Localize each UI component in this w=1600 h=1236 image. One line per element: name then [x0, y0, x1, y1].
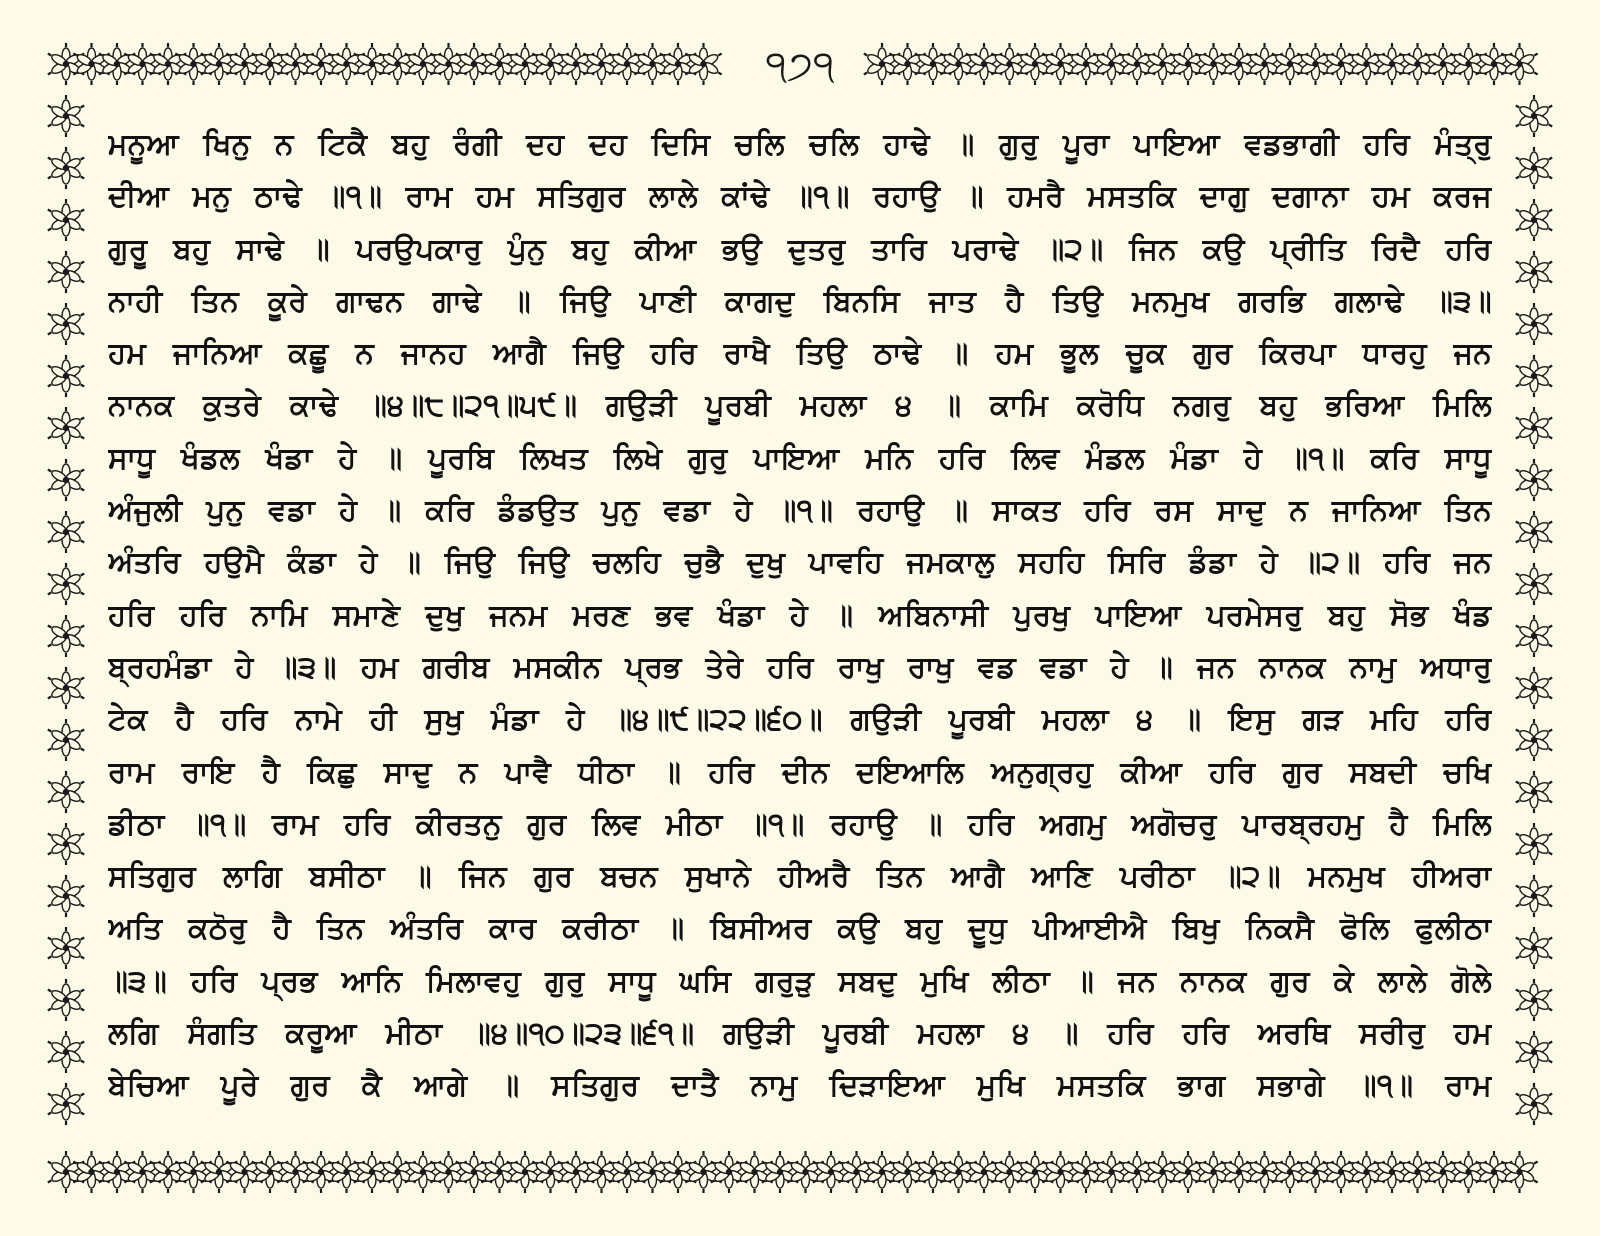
text-line: ॥੩॥ ਹਰਿ ਪ੍ਰਭ ਆਨਿ ਮਿਲਾਵਹੁ ਗੁਰੁ ਸਾਧੂ ਘਸਿ ਗਰੁੜੁ ਸਬਦੁ ਮੁਖਿ ਲੀਠਾ ॥ ਜਨ ਨਾਨਕ ਗੁਰ ਕੇ ਲਾਲੇ ਗੋਲੇ [108, 963, 1492, 998]
text-line: ਹਰਿ ਹਰਿ ਨਾਮਿ ਸਮਾਣੇ ਦੁਖੁ ਜਨਮ ਮਰਣ ਭਵ ਖੰਡਾ ਹੇ ॥ ਅਬਿਨਾਸੀ ਪੁਰਖੁ ਪਾਇਆ ਪਰਮੇਸਰੁ ਬਹੁ ਸੋਭ ਖੰਡ [108, 597, 1492, 632]
text-line: ਅੰਤਰਿ ਹਉਮੈ ਕੰਡਾ ਹੇ ॥ ਜਿਉ ਜਿਉ ਚਲਹਿ ਚੁਭੈ ਦੁਖੁ ਪਾਵਹਿ ਜਮਕਾਲੁ ਸਹਹਿ ਸਿਰਿ ਡੰਡਾ ਹੇ ॥੨॥ ਹਰਿ ਜਨ [108, 545, 1492, 580]
text-line: ਬ੍ਰਹਮੰਡਾ ਹੇ ॥੩॥ ਹਮ ਗਰੀਬ ਮਸਕੀਨ ਪ੍ਰਭ ਤੇਰੇ ਹਰਿ ਰਾਖੁ ਰਾਖੁ ਵਡ ਵਡਾ ਹੇ ॥ ਜਨ ਨਾਨਕ ਨਾਮੁ ਅਧਾਰੁ [108, 649, 1492, 684]
text-line: ਡੀਠਾ ॥੧॥ ਰਾਮ ਹਰਿ ਕੀਰਤਨੁ ਗੁਰ ਲਿਵ ਮੀਠਾ ॥੧॥ ਰਹਾਉ ॥ ਹਰਿ ਅਗਮੁ ਅਗੋਚਰੁ ਪਾਰਬ੍ਰਹਮੁ ਹੈ ਮਿਲਿ [108, 806, 1492, 841]
page-number: ੧੭੧ [740, 36, 860, 96]
text-line: ਲਗਿ ਸੰਗਤਿ ਕਰੂਆ ਮੀਠਾ ॥੪॥੧੦॥੨੩॥੬੧॥ ਗਉੜੀ ਪੂਰਬੀ ਮਹਲਾ ੪ ॥ ਹਰਿ ਹਰਿ ਅਰਥਿ ਸਰੀਰੁ ਹਮ [108, 1016, 1492, 1051]
text-line: ਹਮ ਜਾਨਿਆ ਕਛੂ ਨ ਜਾਨਹ ਆਗੈ ਜਿਉ ਹਰਿ ਰਾਖੈ ਤਿਉ ਠਾਢੇ ॥ ਹਮ ਭੂਲ ਚੂਕ ਗੁਰ ਕਿਰਪਾ ਧਾਰਹੁ ਜਨ [108, 336, 1492, 371]
text-line: ਰਾਮ ਰਾਇ ਹੈ ਕਿਛੁ ਸਾਦੁ ਨ ਪਾਵੈ ਧੀਠਾ ॥ ਹਰਿ ਦੀਨ ਦਇਆਲਿ ਅਨੁਗ੍ਰਹੁ ਕੀਆ ਹਰਿ ਗੁਰ ਸਬਦੀ ਚਖਿ [108, 754, 1492, 789]
text-line: ਸਤਿਗੁਰ ਲਾਗਿ ਬਸੀਠਾ ॥ ਜਿਨ ਗੁਰ ਬਚਨ ਸੁਖਾਨੇ ਹੀਅਰੈ ਤਿਨ ਆਗੈ ਆਣਿ ਪਰੀਠਾ ॥੨॥ ਮਨਮੁਖ ਹੀਅਰਾ [108, 859, 1492, 894]
text-line: ਅਤਿ ਕਠੋਰੁ ਹੈ ਤਿਨ ਅੰਤਰਿ ਕਾਰ ਕਰੀਠਾ ॥ ਬਿਸੀਅਰ ਕਉ ਬਹੁ ਦੂਧੁ ਪੀਆਈਐ ਬਿਖੁ ਨਿਕਸੈ ਫੋਲਿ ਫੁਲੀਠਾ [108, 911, 1492, 946]
text-line: ਨਾਹੀ ਤਿਨ ਕੂਰੇ ਗਾਢਨ ਗਾਢੇ ॥ ਜਿਉ ਪਾਣੀ ਕਾਗਦੁ ਬਿਨਸਿ ਜਾਤ ਹੈ ਤਿਉ ਮਨਮੁਖ ਗਰਭਿ ਗਲਾਢੇ ॥੩॥ [108, 283, 1492, 318]
text-line: ਗੁਰੂ ਬਹੁ ਸਾਢੇ ॥ ਪਰਉਪਕਾਰੁ ਪੁੰਨੁ ਬਹੁ ਕੀਆ ਭਉ ਦੁਤਰੁ ਤਾਰਿ ਪਰਾਢੇ ॥੨॥ ਜਿਨ ਕਉ ਪ੍ਰੀਤਿ ਰਿਦੈ ਹਰਿ [108, 231, 1492, 266]
text-line: ਮਨੂਆ ਖਿਨੁ ਨ ਟਿਕੈ ਬਹੁ ਰੰਗੀ ਦਹ ਦਹ ਦਿਸਿ ਚਲਿ ਚਲਿ ਹਾਢੇ ॥ ਗੁਰੁ ਪੂਰਾ ਪਾਇਆ ਵਡਭਾਗੀ ਹਰਿ ਮੰਤ੍ਰੁ [108, 127, 1492, 161]
text-line: ਸਾਧੂ ਖੰਡਲ ਖੰਡਾ ਹੇ ॥ ਪੂਰਬਿ ਲਿਖਤ ਲਿਖੇ ਗੁਰੁ ਪਾਇਆ ਮਨਿ ਹਰਿ ਲਿਵ ਮੰਡਲ ਮੰਡਾ ਹੇ ॥੧॥ ਕਰਿ ਸਾਧੂ [108, 440, 1492, 475]
scripture-text [108, 118, 1492, 1112]
text-line: ਨਾਨਕ ਕੁਤਰੇ ਕਾਢੇ ॥੪॥੮॥੨੧॥੫੯॥ ਗਉੜੀ ਪੂਰਬੀ ਮਹਲਾ ੪ ॥ ਕਾਮਿ ਕਰੋਧਿ ਨਗਰੁ ਬਹੁ ਭਰਿਆ ਮਿਲਿ [108, 388, 1492, 423]
text-line: ਬੇਚਿਆ ਪੂਰੇ ਗੁਰ ਕੈ ਆਗੇ ॥ ਸਤਿਗੁਰ ਦਾਤੈ ਨਾਮੁ ਦਿੜਾਇਆ ਮੁਖਿ ਮਸਤਕਿ ਭਾਗ ਸਭਾਗੇ ॥੧॥ ਰਾਮ [108, 1068, 1492, 1103]
text-line: ਦੀਆ ਮਨੁ ਠਾਢੇ ॥੧॥ ਰਾਮ ਹਮ ਸਤਿਗੁਰ ਲਾਲੇ ਕਾਂਢੇ ॥੧॥ ਰਹਾਉ ॥ ਹਮਰੈ ਮਸਤਕਿ ਦਾਗੁ ਦਗਾਨਾ ਹਮ ਕਰਜ [108, 179, 1492, 214]
text-line: ਅੰਜੁਲੀ ਪੁਨੁ ਵਡਾ ਹੇ ॥ ਕਰਿ ਡੰਡਉਤ ਪੁਨੁ ਵਡਾ ਹੇ ॥੧॥ ਰਹਾਉ ॥ ਸਾਕਤ ਹਰਿ ਰਸ ਸਾਦੁ ਨ ਜਾਨਿਆ ਤਿਨ [108, 493, 1492, 528]
text-line: ਟੇਕ ਹੈ ਹਰਿ ਨਾਮੇ ਹੀ ਸੁਖੁ ਮੰਡਾ ਹੇ ॥੪॥੯॥੨੨॥੬੦॥ ਗਉੜੀ ਪੂਰਬੀ ਮਹਲਾ ੪ ॥ ਇਸੁ ਗੜ ਮਹਿ ਹਰਿ [108, 702, 1492, 737]
